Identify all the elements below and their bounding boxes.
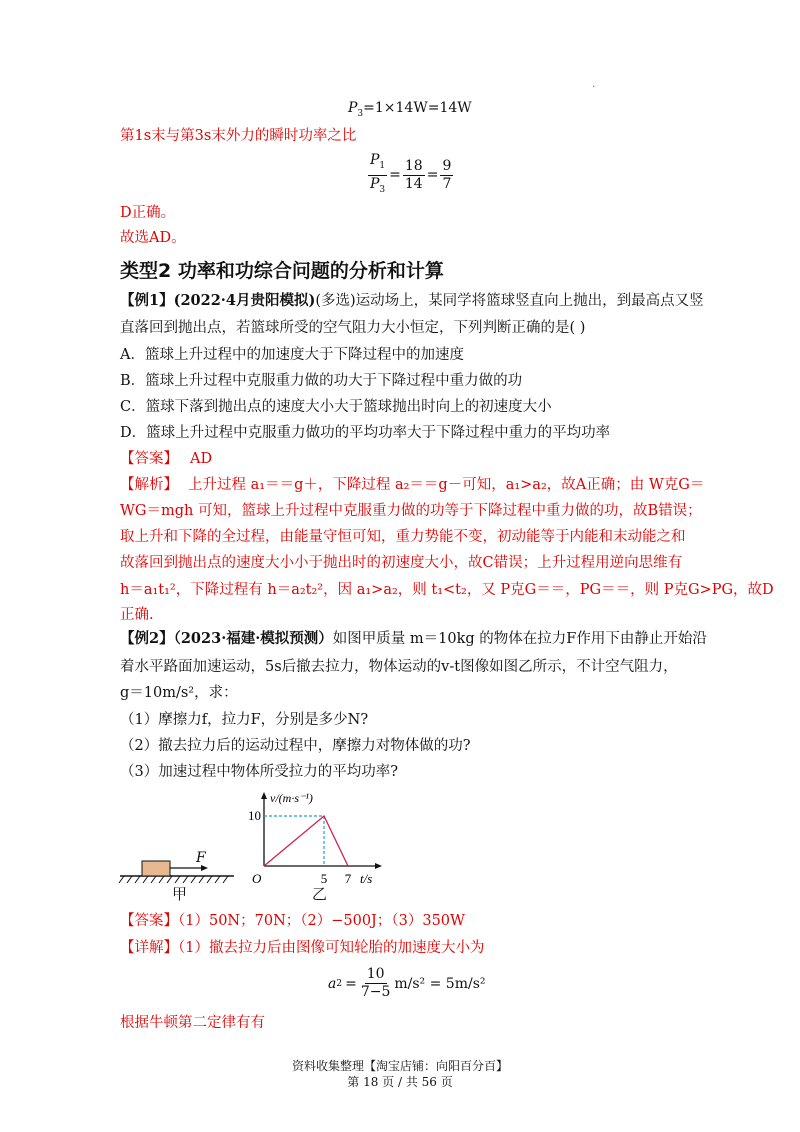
series-line [264,816,348,866]
choose-answer: 故选AD。 [120,230,186,246]
ex1-analysis-line6: 正确. [120,607,154,623]
ex1-option-d: D．篮球上升过程中克服重力做功的平均功率大于下降过程中重力的平均功率 [120,425,611,441]
ex2-detail: 【详解】（1）撤去拉力后由图像可知轮胎的加速度大小为 [120,940,485,956]
ex2-line2: 着水平路面加速运动，5s后撤去拉力，物体运动的v-t图像如图乙所示，不计空气阻力， [120,659,678,675]
ex2-question-2: （2）撤去拉力后的运动过程中，摩擦力对物体做的功? [120,738,471,754]
footer-page-number: 第 18 页 / 共 56 页 [347,1075,453,1089]
y-axis-label: v/(m·s⁻¹) [270,791,313,805]
y-tick-label: 10 [248,808,261,823]
ex2-question-3: （3）加速过程中物体所受拉力的平均功率? [120,764,398,780]
ex1-analysis-line3: 取上升和下降的全过程，由能量守恒可知，重力势能不变，初动能等于内能和末动能之和 [120,529,686,545]
ex2-answer: 【答案】（1）50N；70N；（2）−500J；（3）350W [120,913,465,929]
x-axis-label: t/s [360,871,373,886]
ex1-option-a: A．篮球上升过程中的加速度大于下降过程中的加速度 [120,347,464,363]
x-tick-label-5: 5 [320,871,328,886]
ex1-analysis-line2: WG＝mgh 可知，篮球上升过程中克服重力做的功等于下降过程中重力做的功，故B错误； [120,503,702,519]
ratio-label: 第1s末与第3s末外力的瞬时功率之比 [120,128,357,144]
ex1-option-b: B．篮球上升过程中克服重力做的功大于下降过程中重力做的功 [120,373,523,389]
ex1-line1: 【例1】(2022·4月贵阳模拟)(多选)运动场上，某同学将篮球竖直向上抛出，到最高点又竖 [120,292,704,309]
label-yi: 乙 [312,885,328,903]
equation-p3: $P_3=1\times 14W=14W$ [348,100,472,119]
ex2-line1: 【例2】（2023·福建·模拟预测）如图甲质量 m＝10kg 的物体在拉力F作用下由静止开始沿 [120,630,707,647]
ex1-option-c: C．篮球下落到抛出点的速度大小大于篮球抛出时向上的初速度大小 [120,399,552,415]
ex1-line2: 直落回到抛出点，若篮球所受的空气阻力大小恒定，下列判断正确的是( ) [120,320,586,336]
block [142,861,170,876]
ex2-question-1: （1）摩擦力f，拉力F，分别是多少N? [120,712,369,728]
ex1-analysis-line4: 故落回到抛出点的速度大小小于抛出时的初速度大小，故C错误；上升过程用逆向思维有 [120,555,683,571]
ex1-answer: 【答案】 AD [120,451,213,467]
ex1-analysis-line5: h＝a₁t₁²，下降过程有 h＝a₂t₂²，因 a₁>a₂，则 t₁<t₂，又 P克G＝＝，PG＝＝，则 P克G>PG，故D [120,582,774,598]
equation-a2: a 2 = $\frac{10}{7-5}$ m/s² = 5m/s² [328,966,486,1000]
section-title: 类型2 功率和功综合问题的分析和计算 [120,260,444,282]
equation-ratio: $\frac{P_1}{P_3}$ = $\frac{18}{14}$ = $\frac{9}{7}$ [370,152,452,195]
d-correct: D正确。 [120,205,176,221]
label-jia: 甲 [172,885,188,903]
footer-shop: 资料收集整理【淘宝店铺：向阳百分百】 [291,1059,508,1073]
ex1-analysis-line1: 【解析】 上升过程 a₁＝＝g＋，下降过程 a₂＝＝g－可知，a₁>a₂，故A正确；由 W克G＝ [120,477,705,493]
vt-chart [240,786,400,898]
ex2-line3: g＝10m/s²，求： [120,685,238,701]
origin-label: O [252,871,262,886]
newton-law-text: 根据牛顿第二定律有有 [120,1015,265,1031]
label-F: F [196,850,206,866]
top-dot: · [592,82,596,93]
x-tick-label-7: 7 [344,871,352,886]
